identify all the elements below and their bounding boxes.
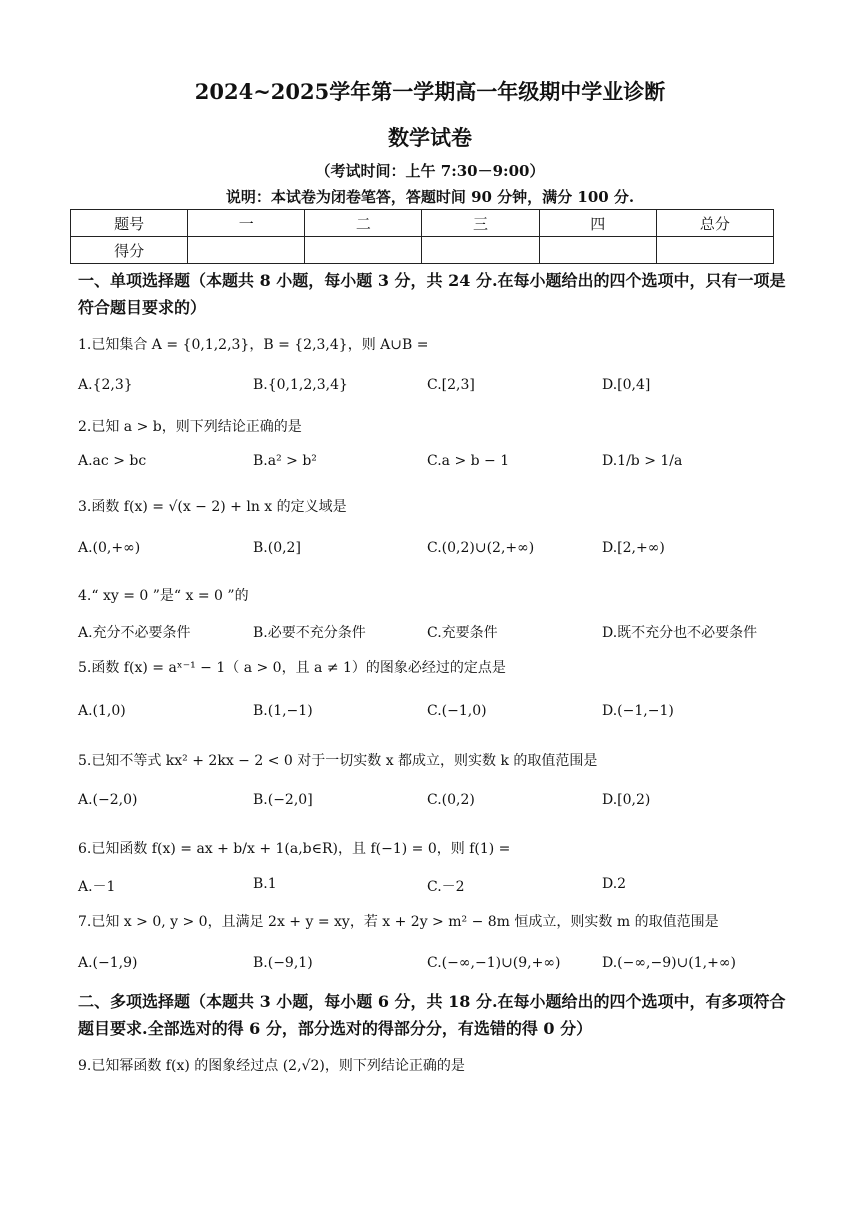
- exam-subject: 数学试卷: [388, 125, 472, 150]
- option-a: A.{2,3}: [78, 377, 133, 393]
- option-d: D.既不充分也不必要条件: [602, 625, 758, 641]
- option-d: D.[0,4]: [602, 377, 651, 393]
- question-stem: 1.已知集合 A = {0,1,2,3}，B = {2,3,4}，则 A∪B =: [78, 337, 429, 353]
- exam-title: 2024~2025学年第一学期高一年级期中学业诊断: [194, 79, 666, 104]
- score-cell: 三: [422, 210, 539, 237]
- option-c: C.(−1,0): [427, 703, 487, 719]
- score-table-score-row: [71, 237, 774, 264]
- option-b: B.(−9,1): [253, 955, 313, 971]
- option-c: C.(0,2): [427, 792, 475, 808]
- option-b: B.1: [253, 876, 277, 892]
- option-a: A.充分不必要条件: [78, 625, 191, 641]
- option-d: D.(−1,−1): [602, 703, 674, 719]
- question-stem: 5.已知不等式 kx² + 2kx − 2 < 0 对于一切实数 x 都成立，则实数 k 的取值范围是: [78, 753, 598, 769]
- option-d: D.(−∞,−9)∪(1,+∞): [602, 955, 736, 971]
- score-input-cell[interactable]: [656, 237, 773, 264]
- option-c: C.a > b − 1: [427, 453, 510, 469]
- score-input-cell[interactable]: [539, 237, 656, 264]
- option-c: C.(0,2)∪(2,+∞): [427, 540, 535, 556]
- option-d: D.[2,+∞): [602, 540, 665, 556]
- score-input-cell[interactable]: [305, 237, 422, 264]
- option-a: A.ac > bc: [78, 453, 147, 469]
- option-a: A.(−2,0): [78, 792, 138, 808]
- score-cell: 二: [305, 210, 422, 237]
- option-c: C.[2,3]: [427, 377, 475, 393]
- question-stem: 6.已知函数 f(x) = ax + b/x + 1(a,b∈R)，且 f(−1) = 0，则 f(1) =: [78, 841, 511, 857]
- option-a: A.(0,+∞): [78, 540, 141, 556]
- exam-time: （考试时间：上午 7:30－9:00）: [315, 162, 545, 180]
- option-b: B.(1,−1): [253, 703, 313, 719]
- question-stem: 2.已知 a > b，则下列结论正确的是: [78, 419, 302, 435]
- option-b: B.{0,1,2,3,4}: [253, 377, 348, 393]
- question-stem: 4.“ xy = 0 ”是“ x = 0 ”的: [78, 588, 249, 604]
- option-b: B.必要不充分条件: [253, 625, 366, 641]
- option-c: C.充要条件: [427, 625, 498, 641]
- option-c: C.－2: [427, 879, 465, 895]
- question-stem: 3.函数 f(x) = √(x − 2) + ln x 的定义域是: [78, 499, 347, 515]
- score-cell: 题号: [71, 210, 188, 237]
- score-row-label: 得分: [71, 237, 188, 264]
- score-cell: 总分: [656, 210, 773, 237]
- score-table-header-row: [71, 210, 774, 237]
- section1-heading: 一、单项选择题（本题共 8 小题，每小题 3 分，共 24 分.在每小题给出的四个选项中，只有一项是符合题目要求的）: [78, 271, 786, 317]
- option-a: A.(1,0): [78, 703, 126, 719]
- section2-heading: 二、多项选择题（本题共 3 小题，每小题 6 分，共 18 分.在每小题给出的四个选项中，有多项符合题目要求.全部选对的得 6 分，部分选对的得部分分，有选错的得 0 分）: [78, 992, 786, 1038]
- question-stem: 7.已知 x > 0, y > 0，且满足 2x + y = xy，若 x + 2y > m² − 8m 恒成立，则实数 m 的取值范围是: [78, 914, 719, 930]
- exam-note: 说明：本试卷为闭卷笔答，答题时间 90 分钟，满分 100 分.: [225, 188, 635, 206]
- score-cell: 一: [188, 210, 305, 237]
- question-stem: 5.函数 f(x) = aˣ⁻¹ − 1（ a > 0，且 a ≠ 1）的图象必经过的定点是: [78, 660, 506, 676]
- score-cell: 四: [539, 210, 656, 237]
- score-input-cell[interactable]: [188, 237, 305, 264]
- option-d: D.1/b > 1/a: [602, 453, 683, 469]
- option-b: B.a² > b²: [253, 453, 317, 469]
- option-d: D.[0,2): [602, 792, 651, 808]
- option-b: B.(0,2]: [253, 540, 301, 556]
- option-a: A.－1: [78, 879, 116, 895]
- option-d: D.2: [602, 876, 627, 892]
- option-a: A.(−1,9): [78, 955, 138, 971]
- score-input-cell[interactable]: [422, 237, 539, 264]
- option-b: B.(−2,0]: [253, 792, 313, 808]
- option-c: C.(−∞,−1)∪(9,+∞): [427, 955, 561, 971]
- question-stem: 9.已知幂函数 f(x) 的图象经过点 (2,√2)，则下列结论正确的是: [78, 1058, 465, 1074]
- score-table: [70, 209, 774, 264]
